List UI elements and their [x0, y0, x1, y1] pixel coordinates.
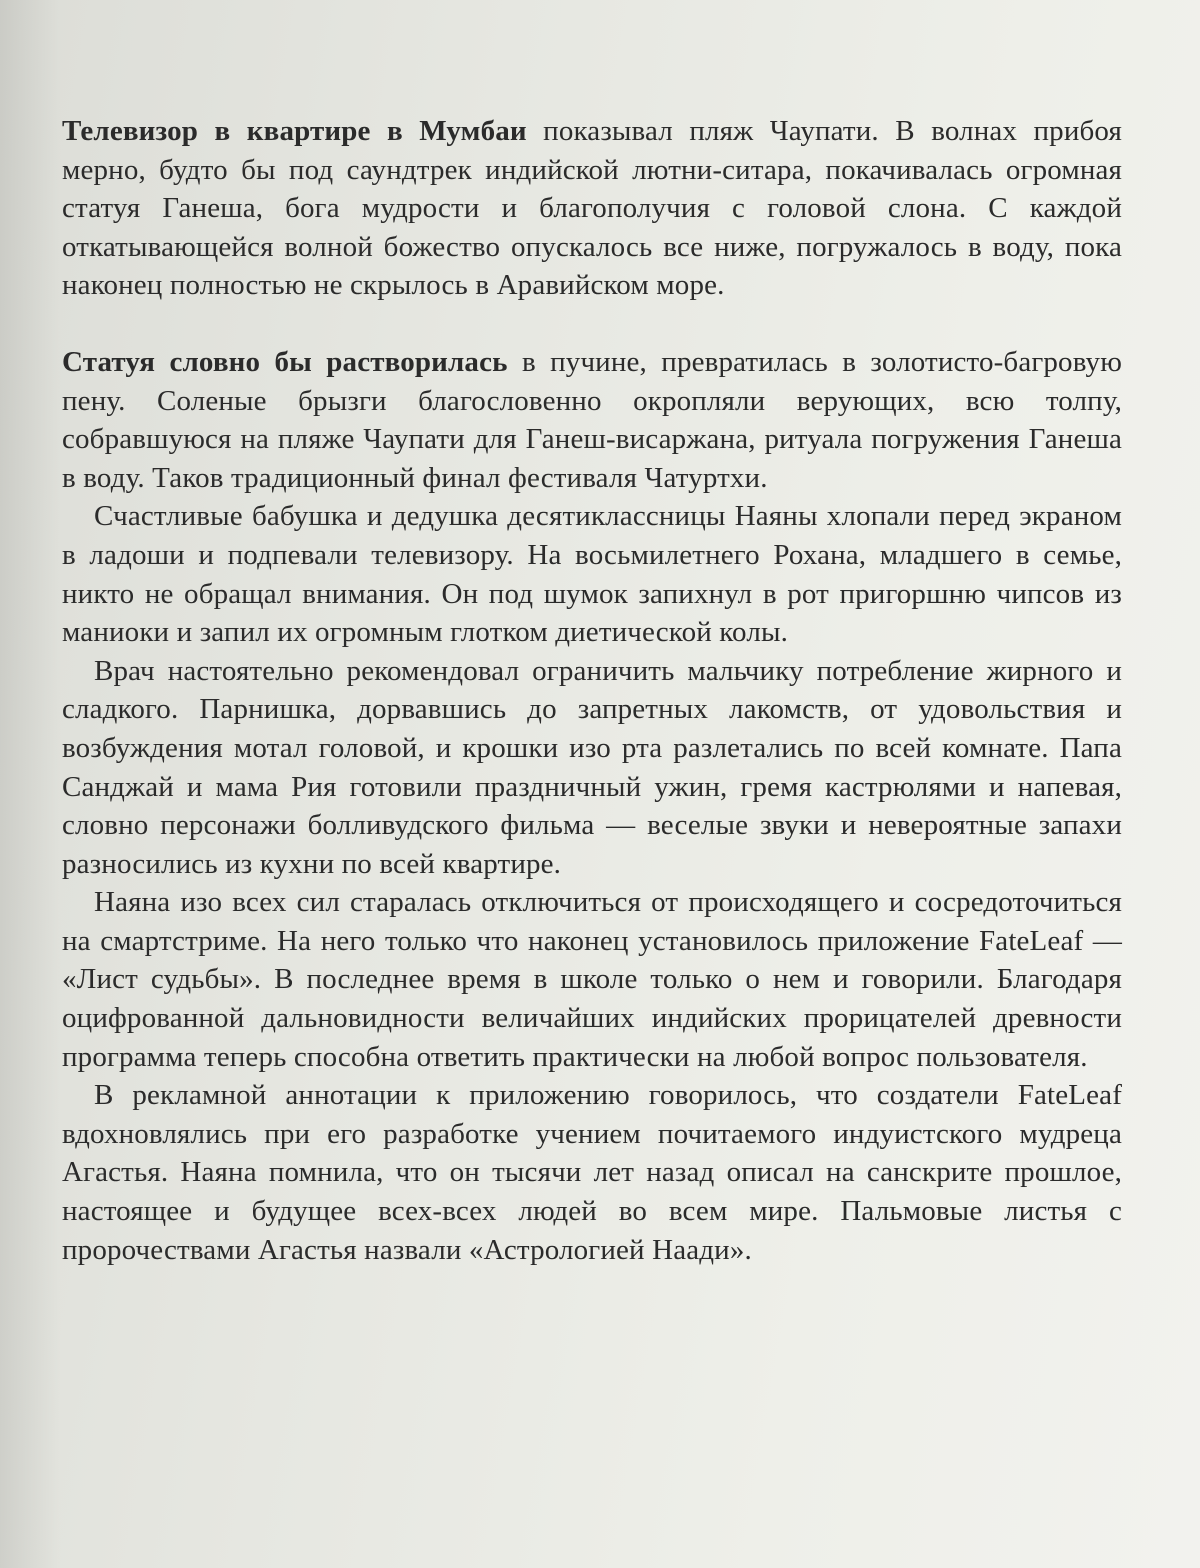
paragraph-6: В рекламной аннотации к приложению говорилось, что создатели FateLeaf вдохновлялись при его разработке учением почитаемого индуистского мудреца Агастья. Наяна помнила, что он тысячи лет назад описал на санскрите прошлое, настоящее и будущее всех-всех людей во всем мире. Пальмовые листья с пророчествами Агастья назвали «Астрологией Наади».	[62, 1079, 1122, 1266]
paragraph-2	[62, 343, 1122, 497]
paragraph-4: Врач настоятельно рекомендовал ограничить мальчику потребление жирного и сладкого. Парнишка, дорвавшись до запретных лакомств, от удовольствия и возбуждения мотал головой, и крошки изо рта разлетались по всей комнате. Папа Санджай и мама Рия готовили праздничный ужин, гремя кастрюлями и напевая, словно персонажи болливудского фильма — веселые звуки и невероятные запахи разносились из кухни по всей квартире.	[62, 654, 1122, 880]
paragraph-body: показывал пляж Чаупати. В волнах прибоя мерно, будто бы под саундтрек индийской лютни-ситара, покачивалась огромная статуя Ганеша, бога мудрости и благополучия с головой слона. С каждой откатывающейся волной божество опускалось все ниже, погружалось в воду, пока наконец полностью не скрылось в Аравийском море.	[62, 115, 1122, 302]
paragraph-body: в пучине, превратилась в золотисто-багровую пену. Соленые брызги благословенно окропляли верующих, всю толпу, собравшуюся на пляже Чаупати для Ганеш-висаржана, ритуала погружения Ганеша в воду. Таков традиционный финал фестиваля Чатуртхи.	[62, 345, 1123, 494]
paragraph-3: Счастливые бабушка и дедушка десятиклассницы Наяны хлопали перед экраном в ладоши и подпевали телевизору. На восьмилетнего Рохана, младшего в семье, никто не обращал внимания. Он под шумок запихнул в рот пригоршню чипсов из маниоки и запил их огромным глотком диетической колы.	[62, 500, 1122, 649]
page-text	[62, 112, 1122, 1269]
paragraph-5: Наяна изо всех сил старалась отключиться от происходящего и сосредоточиться на смартстриме. На него только что наконец установилось приложение FateLeaf — «Лист судьбы». В последнее время в школе только о нем и говорили. Благодаря оцифрованной дальновидности величайших индийских прорицателей древности программа теперь способна ответить практически на любой вопрос пользователя.	[62, 886, 1122, 1073]
paragraph-1	[62, 112, 1122, 305]
paragraph-lead: Статуя словно бы растворилась	[62, 345, 508, 378]
section-break	[62, 305, 1122, 343]
paragraph-lead: Телевизор в квартире в Мумбаи	[62, 115, 527, 147]
